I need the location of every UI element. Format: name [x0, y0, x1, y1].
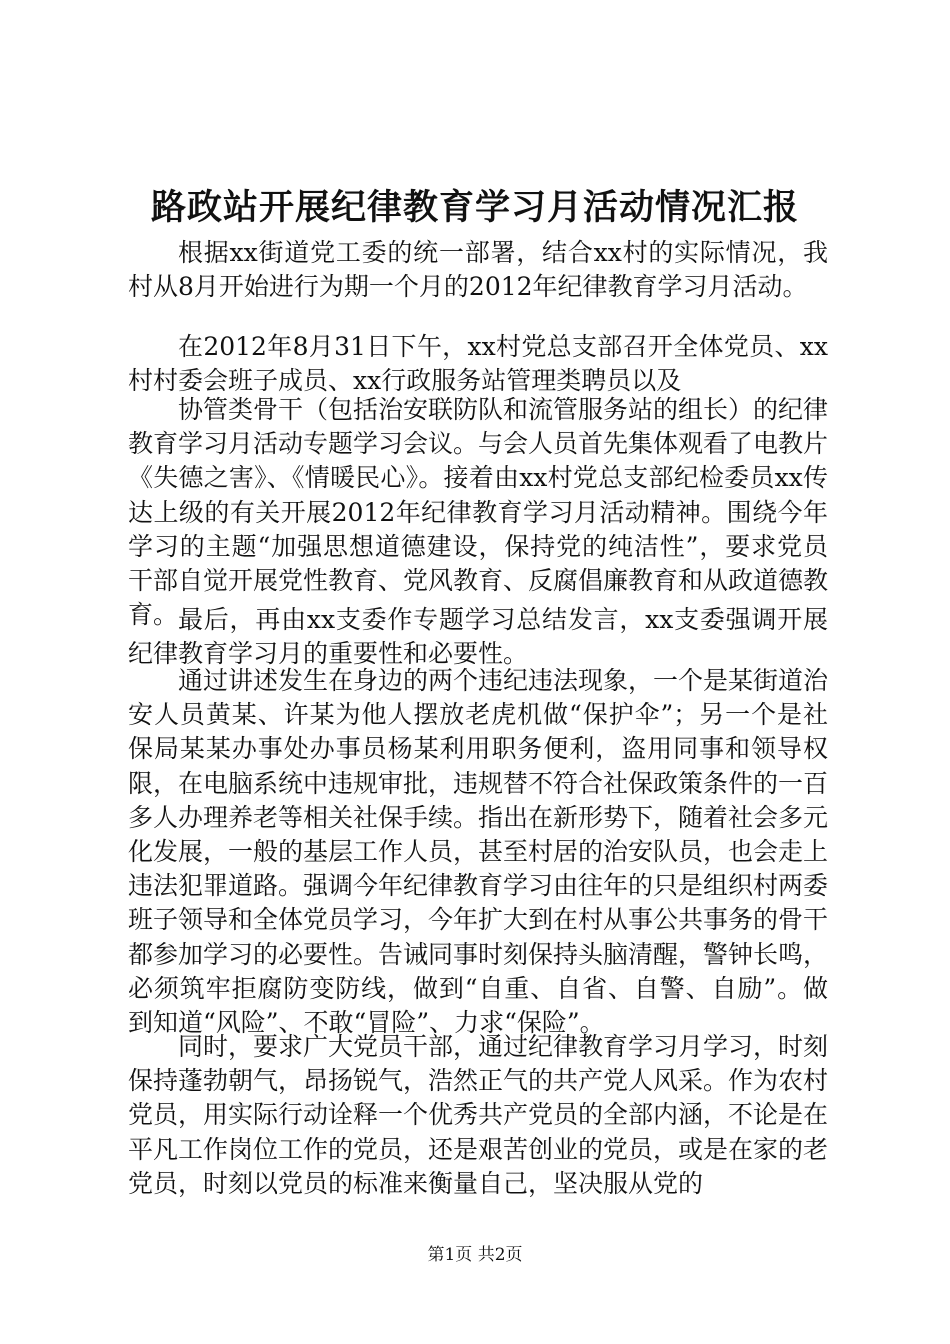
paragraph-4: 最后，再由xx支委作专题学习总结发言，xx支委强调开展纪律教育学习月的重要性和必要性。	[128, 605, 828, 669]
paragraph-3: 协管类骨干（包括治安联防队和流管服务站的组长）的纪律教育学习月活动专题学习会议。与会人员首先集体观看了电教片《失德之害》、《情暖民心》。接着由xx村党总支部纪检委员xx传达上级的有关开展2012年纪律教育学习月活动精神。围绕今年学习的主题“加强思想道德建设，保持党的纯洁性”，要求党员干部自觉开展党性教育、党风教育、反腐倡廉教育和从政道德教育。	[128, 395, 829, 630]
paragraph-1: 根据xx街道党工委的统一部署，结合xx村的实际情况，我村从8月开始进行为期一个月的2012年纪律教育学习月活动。	[128, 238, 828, 302]
paragraph-6: 同时，要求广大党员干部，通过纪律教育学习月学习，时刻保持蓬勃朝气，昂扬锐气，浩然正气的共产党人风采。作为农村党员，用实际行动诠释一个优秀共产党员的全部内涵，不论是在平凡工作岗位工作的党员，还是艰苦创业的党员，或是在家的老党员，时刻以党员的标准来衡量自己，坚决服从党的	[128, 1032, 829, 1198]
page-footer: 第1页 共2页	[427, 1245, 523, 1265]
document-title: 路政站开展纪律教育学习月活动情况汇报	[150, 187, 799, 228]
paragraph-2: 在2012年8月31日下午，xx村党总支部召开全体党员、xx村村委会班子成员、xx行政服务站管理类聘员以及	[128, 332, 828, 396]
paragraph-5: 通过讲述发生在身边的两个违纪违法现象，一个是某街道治安人员黄某、许某为他人摆放老虎机做“保护伞”；另一个是社保局某某办事处办事员杨某利用职务便利，盗用同事和领导权限，在电脑系统中违规审批，违规替不符合社保政策条件的一百多人办理养老等相关社保手续。指出在新形势下，随着社会多元化发展，一般的基层工作人员，甚至村居的治安队员，也会走上违法犯罪道路。强调今年纪律教育学习由往年的只是组织村两委班子领导和全体党员学习，今年扩大到在村从事公共事务的骨干都参加学习的必要性。告诫同事时刻保持头脑清醒，警钟长鸣，必须筑牢拒腐防变防线，做到“自重、自省、自警、自励”。做到知道“风险”、不敢“冒险”、力求“保险”。	[128, 666, 829, 1038]
